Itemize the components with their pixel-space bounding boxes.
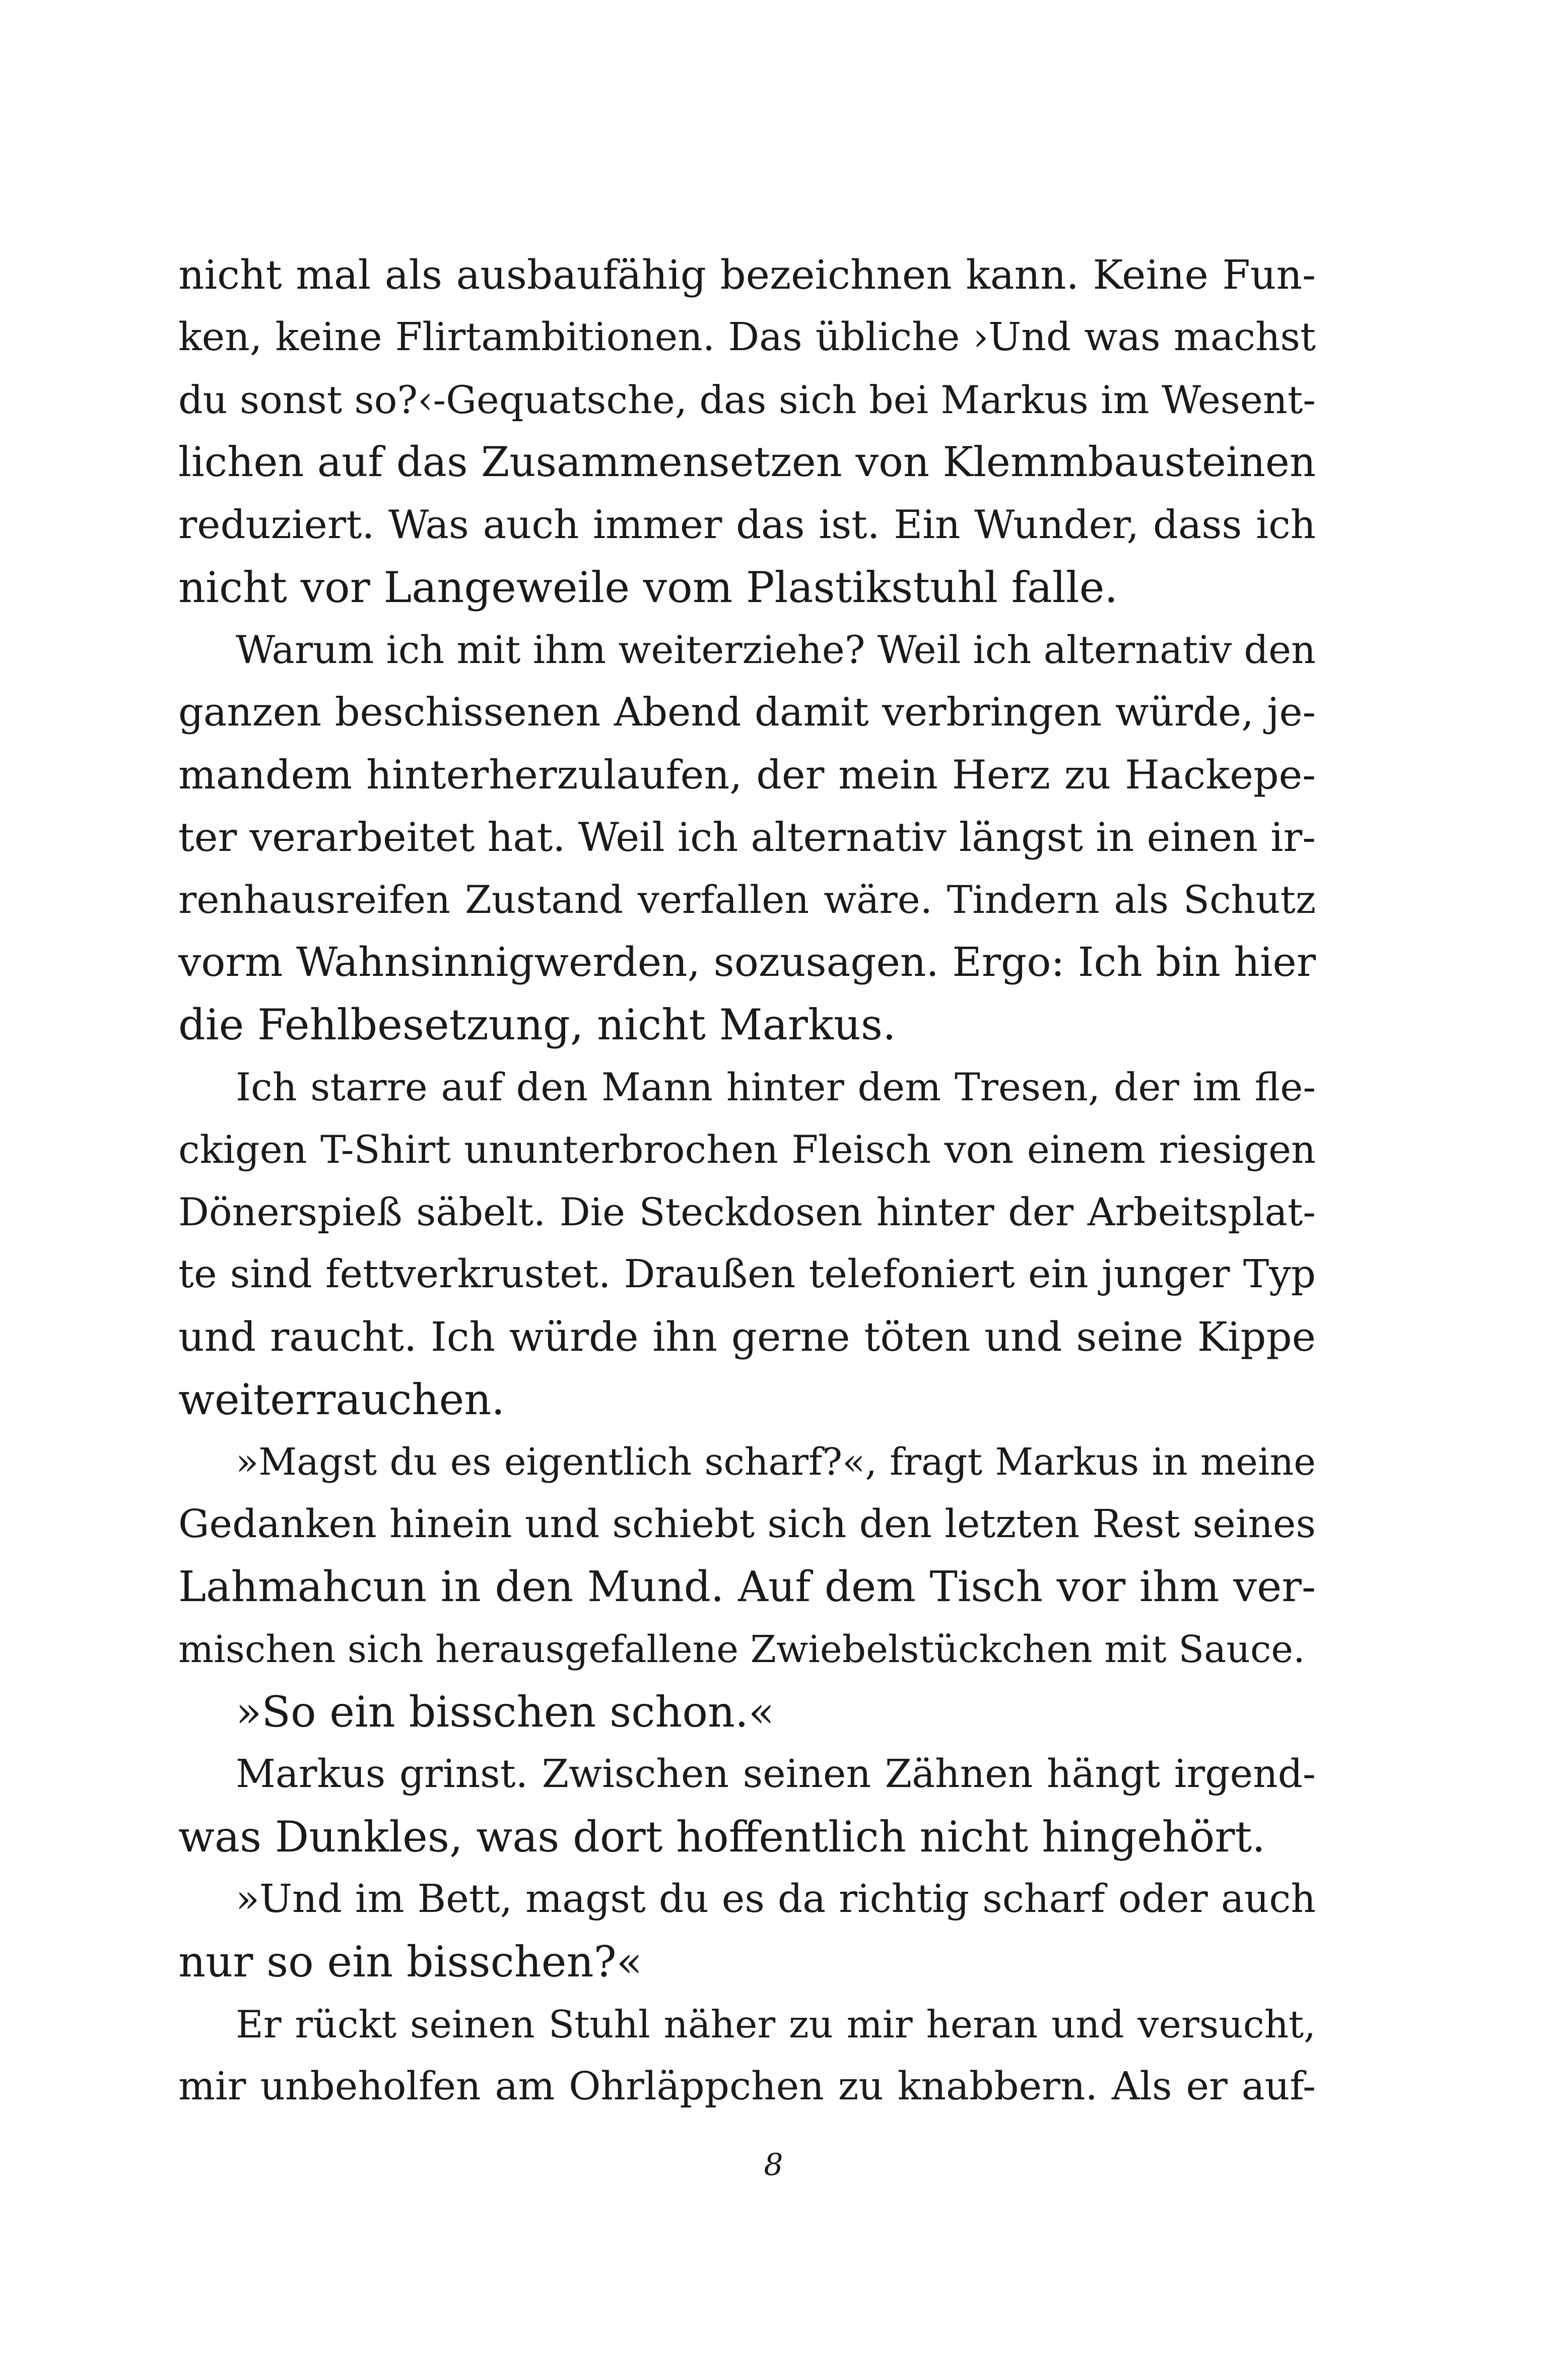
text-line: te sind fettverkrustet. Draußen telefoniert ein junger Typ xyxy=(178,1252,1316,1297)
text-line: du sonst so?‹-Gequatsche, das sich bei Markus im Wesent- xyxy=(178,377,1316,422)
text-line: Warum ich mit ihm weiterziehe? Weil ich alternativ den xyxy=(236,627,1316,672)
text-line: nicht mal als ausbaufähig bezeichnen kann. Keine Fun- xyxy=(178,251,1316,298)
text-line: renhausreifen Zustand verfallen wäre. Tindern als Schutz xyxy=(178,877,1316,922)
text-line: Dönerspieß säbelt. Die Steckdosen hinter der Arbeitsplat- xyxy=(178,1189,1316,1234)
text-line: mandem hinterherzulaufen, der mein Herz zu Hackepe- xyxy=(178,752,1316,798)
text-line: »Magst du es eigentlich scharf?«, fragt Markus in meine xyxy=(236,1440,1316,1484)
page-number: 8 xyxy=(764,2147,783,2183)
text-line: mir unbeholfen am Ohrläppchen zu knabbern. Als er auf- xyxy=(178,2064,1316,2109)
text-line: nur so ein bisschen?« xyxy=(178,1937,643,1987)
text-line: ter verarbeitet hat. Weil ich alternativ längst in einen ir- xyxy=(178,814,1316,861)
text-line: »So ein bisschen schon.« xyxy=(236,1687,775,1737)
text-line: die Fehlbesetzung, nicht Markus. xyxy=(178,1000,896,1049)
text-line: Er rückt seinen Stuhl näher zu mir heran und versucht, xyxy=(236,2002,1316,2046)
text-line: was Dunkles, was dort hoffentlich nicht hingehört. xyxy=(178,1812,1265,1862)
text-line: mischen sich herausgefallene Zwiebelstückchen mit Sauce. xyxy=(178,1628,1305,1671)
text-line: »Und im Bett, magst du es da richtig scharf oder auch xyxy=(236,1877,1316,1922)
text-line: reduziert. Was auch immer das ist. Ein Wunder, dass ich xyxy=(178,502,1316,548)
text-line: Lahmahcun in den Mund. Auf dem Tisch vor ihm ver- xyxy=(178,1562,1316,1611)
text-line: und raucht. Ich würde ihn gerne töten und seine Kippe xyxy=(178,1313,1316,1360)
text-line: ken, keine Flirtambitionen. Das übliche ›Und was machst xyxy=(178,315,1316,360)
text-line: weiterrauchen. xyxy=(178,1375,505,1424)
text-line: Ich starre auf den Mann hinter dem Tresen, der im fle- xyxy=(236,1065,1316,1109)
text-line: Markus grinst. Zwischen seinen Zähnen hängt irgend- xyxy=(236,1752,1316,1797)
text-line: ganzen beschissenen Abend damit verbringen würde, je- xyxy=(178,690,1316,735)
text-line: nicht vor Langeweile vom Plastikstuhl falle. xyxy=(178,563,1118,612)
page-body-text xyxy=(178,244,1316,2118)
text-line: lichen auf das Zusammensetzen von Klemmbausteinen xyxy=(178,439,1316,486)
text-line: Gedanken hinein und schiebt sich den letzten Rest seines xyxy=(178,1502,1316,1547)
text-line: vorm Wahnsinnigwerden, sozusagen. Ergo: Ich bin hier xyxy=(178,939,1316,985)
text-line: ckigen T-Shirt ununterbrochen Fleisch von einem riesigen xyxy=(178,1127,1316,1172)
